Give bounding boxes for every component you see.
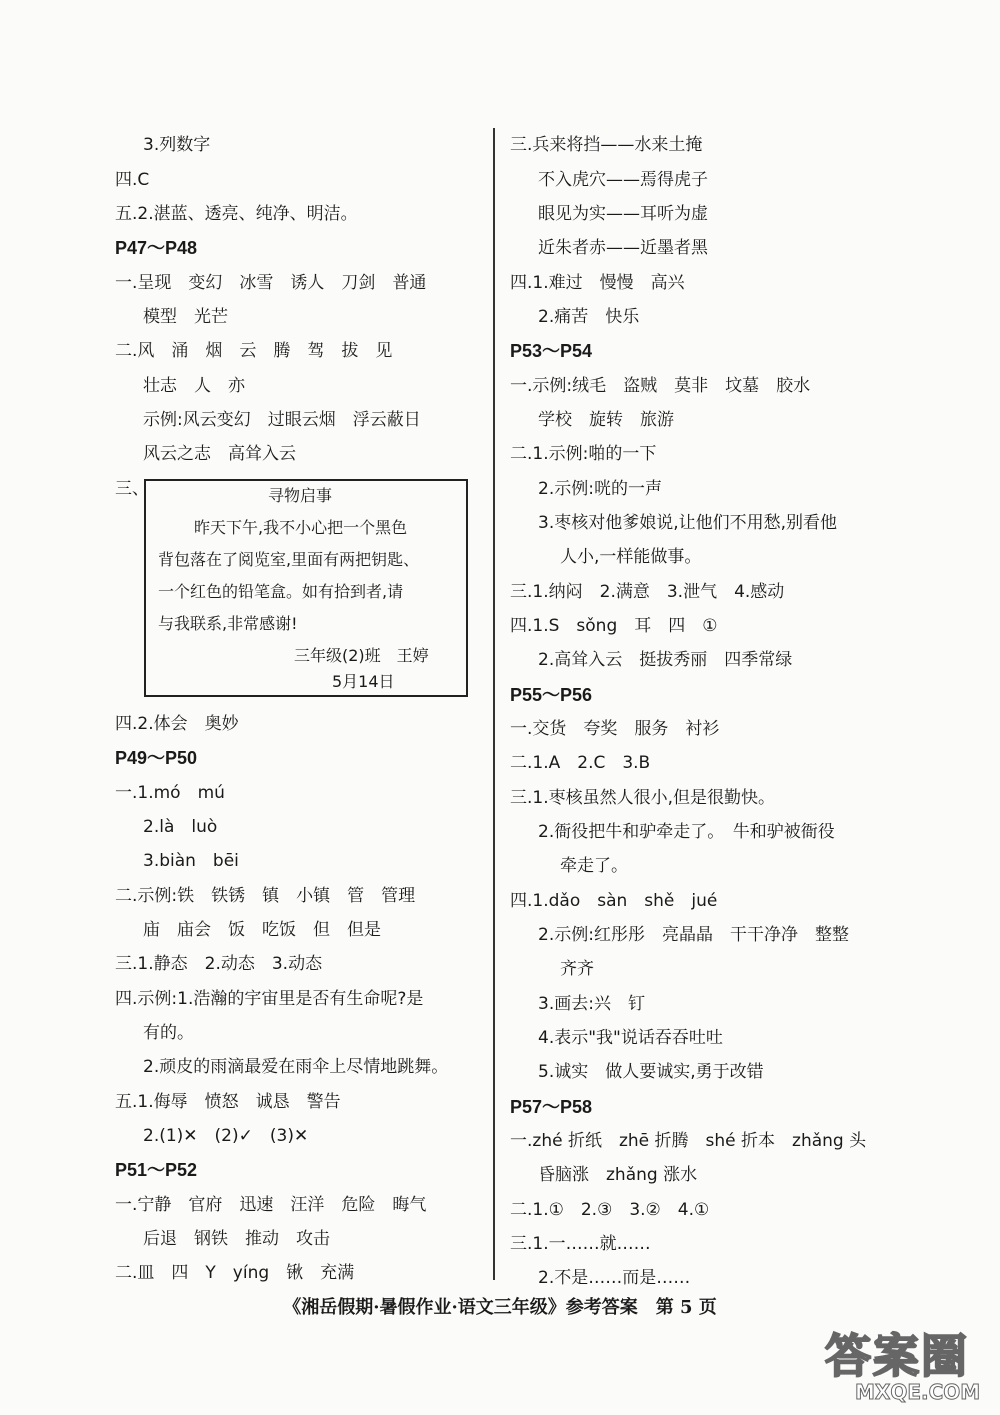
answer-line: 2.(1)✕ (2)✓ (3)✕ [143, 1126, 309, 1146]
answer-line: 三.兵来将挡——水来土掩 [510, 135, 703, 155]
section-heading: P53～P54 [510, 341, 593, 361]
answer-line: 一.呈现 变幻 冰雪 诱人 刀剑 普通 [115, 273, 427, 293]
notice-title: 寻物启事 [268, 486, 333, 505]
answer-line: 三.1.一……就…… [510, 1234, 651, 1254]
answer-line: 三.1.枣核虽然人很小,但是很勤快。 [510, 788, 776, 808]
answer-line: 2.痛苦 快乐 [538, 307, 640, 327]
watermark-logo-text: 答案圈 [825, 1329, 969, 1383]
answer-line: 一.示例:绒毛 盗贼 莫非 坟墓 胶水 [510, 376, 811, 396]
answer-line: 风云之志 高耸入云 [143, 444, 296, 464]
answer-line: 3.biàn bēi [143, 851, 239, 871]
answer-line: 牵走了。 [560, 856, 628, 876]
answer-line: 模型 光芒 [143, 307, 228, 327]
answer-line: 3.枣核对他爹娘说,让他们不用愁,别看他 [538, 513, 838, 533]
answer-line: 四.2.体会 奥妙 [115, 714, 239, 734]
page-footer: 《湘岳假期·暑假作业·语文三年级》参考答案 第 5 页 [283, 1297, 717, 1318]
answer-line: 三.1.静态 2.动态 3.动态 [115, 954, 323, 974]
answer-line: 三.1.纳闷 2.满意 3.泄气 4.感动 [510, 582, 785, 602]
answer-line: 后退 钢铁 推动 攻击 [143, 1229, 330, 1249]
answer-line: 2.顽皮的雨滴最爱在雨伞上尽情地跳舞。 [143, 1057, 449, 1077]
notice-line: 昨天下午,我不小心把一个黑色 [194, 518, 408, 537]
answer-line: 二.皿 四 Y yíng 锹 充满 [115, 1263, 355, 1283]
answer-line: 二.风 涌 烟 云 腾 驾 拔 见 [115, 341, 393, 361]
answer-line: 学校 旋转 旅游 [538, 410, 674, 430]
answer-line: 庙 庙会 饭 吃饭 但 但是 [143, 920, 381, 940]
answer-line: 2.示例:红彤彤 亮晶晶 干干净净 整整 [538, 925, 849, 945]
answer-line: 示例:风云变幻 过眼云烟 浮云蔽日 [143, 410, 421, 430]
answer-line: 四.1.难过 慢慢 高兴 [510, 273, 685, 293]
answer-line: 3.列数字 [143, 135, 211, 155]
answer-line: 四.1.dǎo sàn shě jué [510, 891, 718, 911]
answer-line: 5.诚实 做人要诚实,勇于改错 [538, 1062, 764, 1082]
answer-line: 一.zhé 折纸 zhē 折腾 shé 折本 zhǎng 头 [510, 1131, 867, 1151]
answer-line: 四.C [115, 170, 150, 190]
answer-line: 四.示例:1.浩瀚的宇宙里是否有生命呢?是 [115, 989, 424, 1009]
answer-line: 壮志 人 亦 [143, 376, 245, 396]
answer-line: 一.1.mó mú [115, 783, 225, 803]
answer-line: 一.宁静 官府 迅速 汪洋 危险 晦气 [115, 1195, 427, 1215]
answer-line: 齐齐 [560, 959, 594, 979]
section-heading: P57～P58 [510, 1097, 593, 1117]
notice-line: 背包落在了阅览室,里面有两把钥匙、 [158, 550, 420, 569]
answer-line: 二.示例:铁 铁锈 镇 小镇 管 管理 [115, 886, 416, 906]
answer-line: 三、 [115, 479, 149, 499]
answer-line: 眼见为实——耳听为虚 [538, 204, 708, 224]
section-heading: P49～P50 [115, 748, 198, 768]
lost-item-notice-box [144, 479, 468, 697]
answer-line: 五.2.湛蓝、透亮、纯净、明洁。 [115, 204, 358, 224]
site-watermark [825, 1320, 995, 1410]
answer-line: 2.衙役把牛和驴牵走了。 牛和驴被衙役 [538, 822, 835, 842]
notice-line: 与我联系,非常感谢! [158, 614, 298, 633]
answer-line: 2.示例:咣的一声 [538, 479, 662, 499]
section-heading: P55～P56 [510, 685, 593, 705]
answer-line: 二.1.示例:啪的一下 [510, 444, 657, 464]
answer-line: 近朱者赤——近墨者黑 [538, 238, 708, 258]
notice-date: 5月14日 [332, 672, 395, 691]
notice-signature: 三年级(2)班 王婷 [294, 646, 429, 665]
notice-line: 一个红色的铅笔盒。如有拾到者,请 [158, 582, 404, 601]
answer-line: 人小,一样能做事。 [560, 547, 702, 567]
column-divider [493, 128, 495, 1280]
section-heading: P51～P52 [115, 1160, 198, 1180]
answer-line: 2.高耸入云 挺拔秀丽 四季常绿 [538, 650, 793, 670]
answer-line: 二.1.A 2.C 3.B [510, 753, 651, 773]
watermark-url: MXQE.COM [855, 1380, 981, 1404]
answer-line: 四.1.S sǒng 耳 四 ① [510, 616, 718, 636]
answer-line: 2.là luò [143, 817, 218, 837]
answer-line: 二.1.① 2.③ 3.② 4.① [510, 1200, 710, 1220]
answer-line: 3.画去:兴 钉 [538, 994, 645, 1014]
answer-line: 有的。 [143, 1023, 194, 1043]
section-heading: P47～P48 [115, 238, 198, 258]
answer-line: 五.1.侮辱 愤怒 诚恳 警告 [115, 1092, 341, 1112]
answer-line: 4.表示"我"说话吞吞吐吐 [538, 1028, 723, 1048]
answer-line: 一.交货 夸奖 服务 衬衫 [510, 719, 720, 739]
answer-line: 昏脑涨 zhǎng 涨水 [538, 1165, 698, 1185]
answer-line: 2.不是……而是…… [538, 1268, 691, 1288]
answer-line: 不入虎穴——焉得虎子 [538, 170, 708, 190]
